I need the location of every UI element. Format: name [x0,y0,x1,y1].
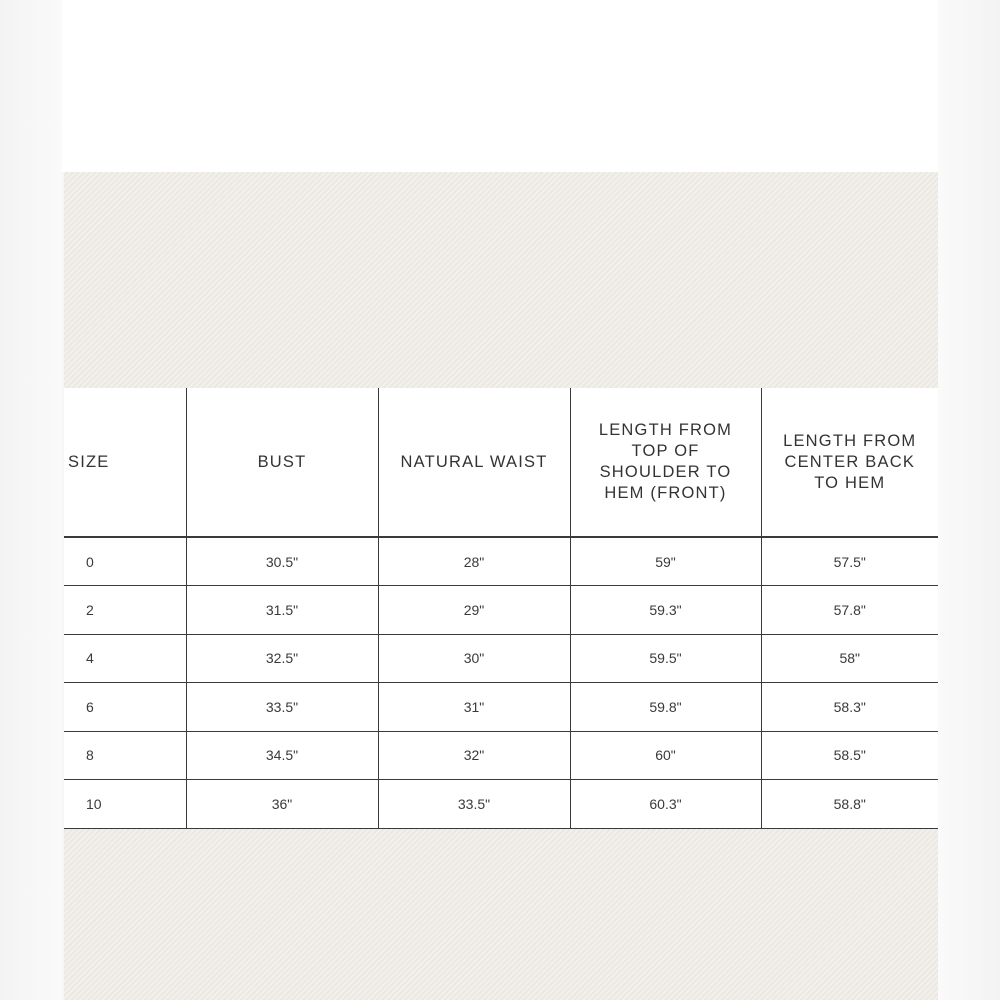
cell-length-front: 59" [570,537,761,586]
cell-length-front: 60" [570,731,761,780]
cell-length-back: 58.3" [761,683,938,732]
cell-length-back: 57.8" [761,586,938,635]
size-chart-table [64,388,938,829]
cell-length-front: 59.3" [570,586,761,635]
cell-waist: 28" [378,537,570,586]
cell-size: 2 [64,586,186,635]
cell-bust: 36" [186,780,378,829]
cell-bust: 33.5" [186,683,378,732]
cell-bust: 34.5" [186,731,378,780]
size-chart-container [64,388,938,828]
cell-size: 6 [64,683,186,732]
cell-length-front: 59.8" [570,683,761,732]
header-natural-waist: NATURAL WAIST [378,388,570,537]
cell-bust: 31.5" [186,586,378,635]
table-row [64,731,938,780]
cell-waist: 29" [378,586,570,635]
table-row [64,586,938,635]
cell-length-back: 58.8" [761,780,938,829]
cell-waist: 31" [378,683,570,732]
header-size: SIZE [64,388,186,537]
cell-size: 10 [64,780,186,829]
header-bust: BUST [186,388,378,537]
cell-length-back: 57.5" [761,537,938,586]
cell-bust: 32.5" [186,634,378,683]
cell-size: 8 [64,731,186,780]
top-blank-area [62,0,938,172]
left-margin [0,0,62,1000]
cell-size: 0 [64,537,186,586]
header-row [64,388,938,537]
cell-bust: 30.5" [186,537,378,586]
header-length-front: LENGTH FROM TOP OF SHOULDER TO HEM (FRONT) [570,388,761,537]
table-row [64,683,938,732]
cell-length-back: 58.5" [761,731,938,780]
cell-length-back: 58" [761,634,938,683]
cell-length-front: 60.3" [570,780,761,829]
header-length-back: LENGTH FROM CENTER BACK TO HEM [761,388,938,537]
cell-size: 4 [64,634,186,683]
table-row [64,634,938,683]
cell-waist: 32" [378,731,570,780]
table-row [64,537,938,586]
cell-waist: 30" [378,634,570,683]
right-margin [938,0,1000,1000]
cell-length-front: 59.5" [570,634,761,683]
cell-waist: 33.5" [378,780,570,829]
table-row [64,780,938,829]
